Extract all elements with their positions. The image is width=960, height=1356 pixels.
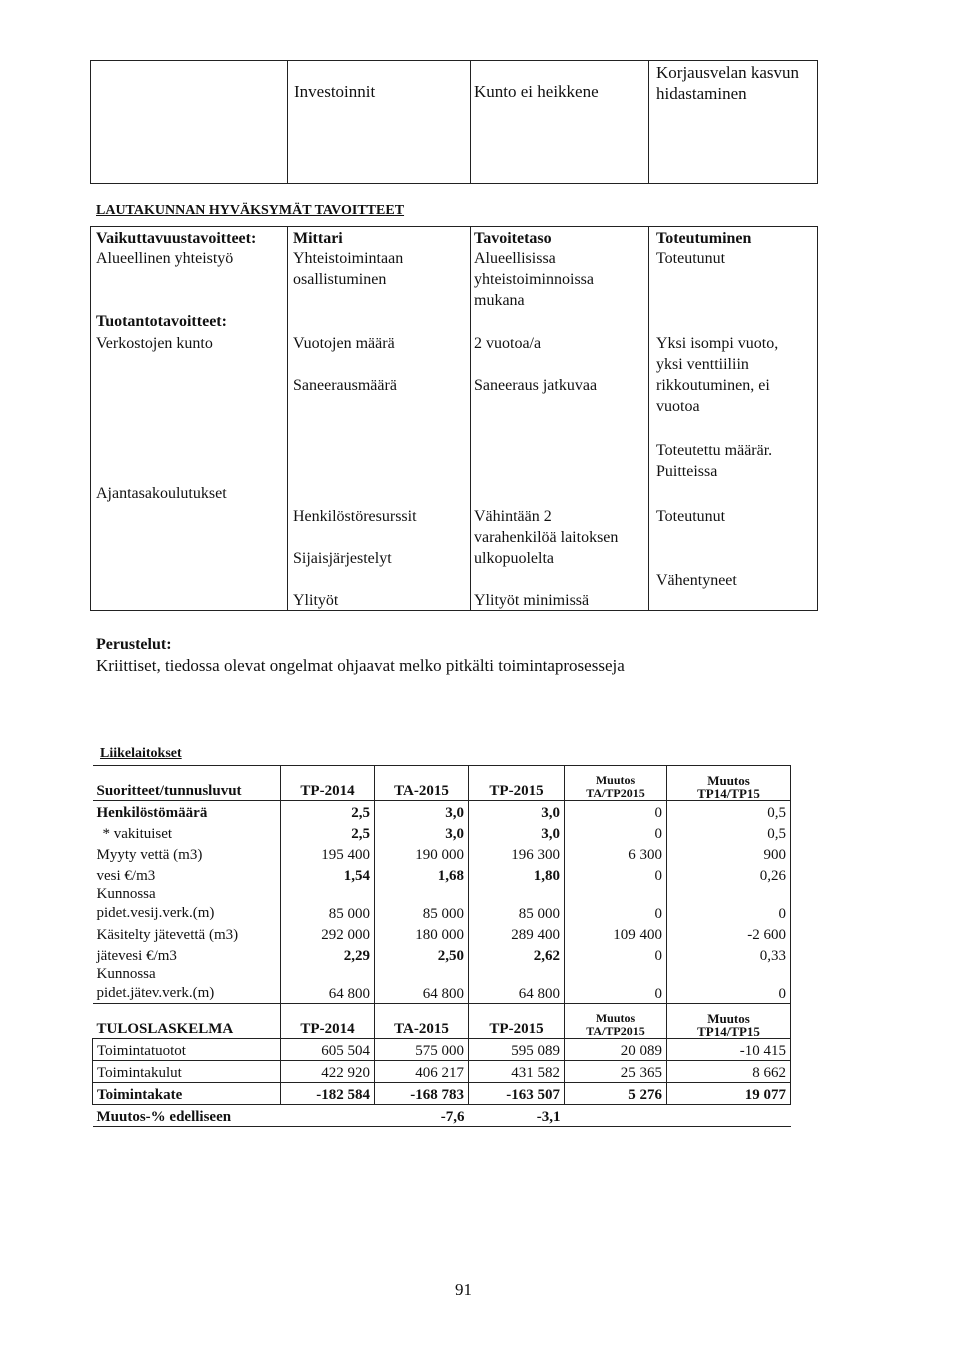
header-ta2015: TA-2015: [375, 766, 469, 801]
goals-title: LAUTAKUNNAN HYVÄKSYMÄT TAVOITTEET: [96, 203, 405, 218]
cell-tp2015: 3,0: [469, 801, 565, 823]
renovation-metric: Saneerausmäärä: [293, 377, 397, 394]
header-change-word: Muutos: [707, 773, 750, 788]
header-change-sub: TA/TP2015: [586, 1024, 645, 1038]
cell-m2: 900: [667, 843, 791, 864]
cell-m1: 0: [565, 864, 667, 885]
table-row: [93, 843, 791, 864]
cell-tp2015: 1,80: [469, 864, 565, 885]
income-cell-tp2014: 605 504: [281, 1039, 375, 1061]
cell-m1: 109 400: [565, 923, 667, 944]
income-cell-tp2014: -182 584: [281, 1083, 375, 1105]
cell-m1: 0: [565, 801, 667, 823]
substitute-result: Vähentyneet: [656, 572, 737, 589]
enterprise-table: [92, 765, 791, 1127]
training-result-1: Toteutettu määrär.: [656, 442, 773, 459]
row-label-line2: pidet.vesij.verk.(m): [96, 905, 215, 921]
production-goals-header: Tuotantotavoitteet:: [96, 313, 227, 330]
cell-tp2014: 292 000: [281, 923, 375, 944]
row-label-line2: pidet.jätev.verk.(m): [96, 985, 215, 1001]
change-percent-label: Muutos-% edelliseen: [93, 1105, 281, 1127]
staff-target-3: ulkopuolelta: [474, 550, 554, 567]
repair-debt-line1: Korjausvelan kasvun: [656, 63, 800, 82]
income-header-change-tp-tp: [667, 1004, 791, 1039]
cell-m2: 0,26: [667, 864, 791, 885]
regional-cooperation: Alueellinen yhteistyö: [96, 250, 234, 267]
cell-m1: 6 300: [565, 843, 667, 864]
cooperation-result: Toteutunut: [656, 250, 726, 267]
training-goal: Ajantasakoulutukset: [96, 485, 227, 502]
cell-tp2014: 2,29: [281, 944, 375, 965]
cell-m1: 0: [565, 965, 667, 1004]
change-percent-ta2015: -7,6: [375, 1105, 469, 1127]
leak-count-metric: Vuotojen määrä: [293, 335, 395, 352]
income-cell-m1: 25 365: [565, 1061, 667, 1083]
cell-m1: 0: [565, 822, 667, 843]
income-cell-m2: -10 415: [667, 1039, 791, 1061]
income-cell-tp2014: 422 920: [281, 1061, 375, 1083]
leak-result-1: Yksi isompi vuoto,: [656, 335, 779, 352]
target-header: Tavoitetaso: [474, 230, 552, 247]
investment-label: Investoinnit: [294, 82, 376, 101]
cell-m2: 0,33: [667, 944, 791, 965]
column-divider: [287, 61, 288, 183]
income-header-tp2015: TP-2015: [469, 1004, 565, 1039]
income-row: [93, 1061, 791, 1083]
income-header-change-ta-tp: [565, 1004, 667, 1039]
income-header-label: TULOSLASKELMA: [93, 1004, 281, 1039]
cell-ta2015: 1,68: [375, 864, 469, 885]
cooperation-target-1: Alueellisissa: [474, 250, 556, 267]
cell-ta2015: 85 000: [375, 885, 469, 923]
cell-m2: 0,5: [667, 801, 791, 823]
header-change-word: Muutos: [595, 1011, 636, 1025]
cell-m2: -2 600: [667, 923, 791, 944]
repair-debt-goal: [656, 62, 799, 104]
cell-m1: 0: [565, 944, 667, 965]
row-label: [93, 885, 281, 923]
table-row: [93, 965, 791, 1004]
impact-goals-header: Vaikuttavuustavoitteet:: [96, 230, 257, 247]
income-row: [93, 1083, 791, 1105]
row-label: Myyty vettä (m3): [96, 847, 203, 863]
header-change-sub: TP14/TP15: [697, 1024, 760, 1039]
income-header-row: [93, 1004, 791, 1039]
cell-ta2015: 2,50: [375, 944, 469, 965]
header-change-sub: TA/TP2015: [586, 786, 645, 800]
cooperation-metric-2: osallistuminen: [293, 271, 387, 288]
income-cell-m2: 8 662: [667, 1061, 791, 1083]
column-divider: [648, 227, 649, 610]
cell-ta2015: 3,0: [375, 822, 469, 843]
income-row-label: Toimintakulut: [93, 1061, 281, 1083]
row-label: [93, 965, 281, 1004]
income-row-label: Toimintatuotot: [93, 1039, 281, 1061]
income-cell-tp2015: 595 089: [469, 1039, 565, 1061]
income-cell-m1: 20 089: [565, 1039, 667, 1061]
column-divider: [470, 227, 471, 610]
row-label: jätevesi €/m3: [96, 948, 177, 964]
table-header-row: [93, 766, 791, 801]
column-divider: [648, 61, 649, 183]
justification-text: Kriittiset, tiedossa olevat ongelmat ohjaavat melko pitkälti toimintaprosesseja: [96, 656, 625, 675]
change-percent-tp2015: -3,1: [469, 1105, 565, 1127]
justification-heading: Perustelut:: [96, 636, 172, 653]
cell-tp2015: 196 300: [469, 843, 565, 864]
cell-tp2014: 2,5: [281, 822, 375, 843]
leak-result-3: rikkoutuminen, ei: [656, 377, 770, 394]
row-label: vesi €/m3: [96, 868, 156, 884]
header-change-sub: TP14/TP15: [697, 786, 760, 801]
cell-tp2015: 64 800: [469, 965, 565, 1004]
table-row: [93, 885, 791, 923]
table-row: [93, 923, 791, 944]
income-cell-m1: 5 276: [565, 1083, 667, 1105]
table-row: [93, 864, 791, 885]
cooperation-target-2: yhteistoiminnoissa: [474, 271, 594, 288]
realization-header: Toteutuminen: [656, 230, 752, 247]
cell-tp2015: 85 000: [469, 885, 565, 923]
income-header-tp2014: TP-2014: [281, 1004, 375, 1039]
staff-resources-metric: Henkilöstöresurssit: [293, 508, 417, 525]
cell-tp2015: 2,62: [469, 944, 565, 965]
change-percent-tp2014: [281, 1105, 375, 1127]
leak-target: 2 vuotoa/a: [474, 335, 542, 352]
cell-ta2015: 180 000: [375, 923, 469, 944]
network-condition: Verkostojen kunto: [96, 335, 213, 352]
cell-ta2015: 3,0: [375, 801, 469, 823]
income-row-label: Toimintakate: [93, 1083, 281, 1105]
header-label: Suoritteet/tunnusluvut: [93, 766, 281, 801]
header-change-tp-tp: [667, 766, 791, 801]
cell-m2: 0,5: [667, 822, 791, 843]
income-row: [93, 1039, 791, 1061]
overtime-metric: Ylityöt: [293, 592, 339, 609]
renovation-target: Saneeraus jatkuvaa: [474, 377, 598, 394]
staff-target-1: Vähintään 2: [474, 508, 552, 525]
cooperation-metric-1: Yhteistoimintaan: [293, 250, 404, 267]
change-percent-row: [93, 1105, 791, 1127]
training-result-2: Puitteissa: [656, 463, 718, 480]
staff-target-2: varahenkilöä laitoksen: [474, 529, 619, 546]
header-change-word: Muutos: [595, 773, 636, 787]
income-cell-tp2015: 431 582: [469, 1061, 565, 1083]
substitute-metric: Sijaisjärjestelyt: [293, 550, 392, 567]
header-tp2014: TP-2014: [281, 766, 375, 801]
table-row: [93, 822, 791, 843]
metric-header: Mittari: [293, 230, 343, 247]
cell-ta2015: 190 000: [375, 843, 469, 864]
table-row: [93, 944, 791, 965]
leak-result-4: vuotoa: [656, 398, 700, 415]
cell-m1: 0: [565, 885, 667, 923]
row-label-line1: Kunnossa: [96, 886, 156, 902]
enterprise-title: Liikelaitokset: [100, 746, 182, 761]
income-cell-ta2015: 406 217: [375, 1061, 469, 1083]
cell-ta2015: 64 800: [375, 965, 469, 1004]
row-label-line1: Kunnossa: [96, 966, 156, 982]
overtime-target: Ylityöt minimissä: [474, 592, 590, 609]
goals-table: [90, 226, 818, 611]
change-percent-m1: [565, 1105, 667, 1127]
header-change-word: Muutos: [707, 1011, 750, 1026]
cell-tp2014: 85 000: [281, 885, 375, 923]
cell-tp2014: 195 400: [281, 843, 375, 864]
cooperation-target-3: mukana: [474, 292, 525, 309]
cell-tp2014: 64 800: [281, 965, 375, 1004]
header-tp2015: TP-2015: [469, 766, 565, 801]
leak-result-2: yksi venttiiliin: [656, 356, 749, 373]
staff-result: Toteutunut: [656, 508, 726, 525]
cell-tp2014: 1,54: [281, 864, 375, 885]
repair-debt-line2: hidastaminen: [656, 84, 747, 103]
cell-tp2014: 2,5: [281, 801, 375, 823]
income-cell-tp2015: -163 507: [469, 1083, 565, 1105]
cell-m2: 0: [667, 885, 791, 923]
income-cell-ta2015: 575 000: [375, 1039, 469, 1061]
cell-m2: 0: [667, 965, 791, 1004]
row-label: Henkilöstömäärä: [96, 805, 208, 821]
cell-tp2015: 3,0: [469, 822, 565, 843]
column-divider: [470, 61, 471, 183]
table-row: [93, 801, 791, 823]
income-cell-m2: 19 077: [667, 1083, 791, 1105]
income-cell-ta2015: -168 783: [375, 1083, 469, 1105]
page-number: 91: [455, 1280, 472, 1299]
income-header-ta2015: TA-2015: [375, 1004, 469, 1039]
column-divider: [287, 227, 288, 610]
row-label: * vakituiset: [102, 826, 173, 842]
row-label: Käsitelty jätevettä (m3): [96, 927, 239, 943]
cell-tp2015: 289 400: [469, 923, 565, 944]
header-change-ta-tp: [565, 766, 667, 801]
change-percent-m2: [667, 1105, 791, 1127]
condition-label: Kunto ei heikkene: [474, 82, 599, 101]
